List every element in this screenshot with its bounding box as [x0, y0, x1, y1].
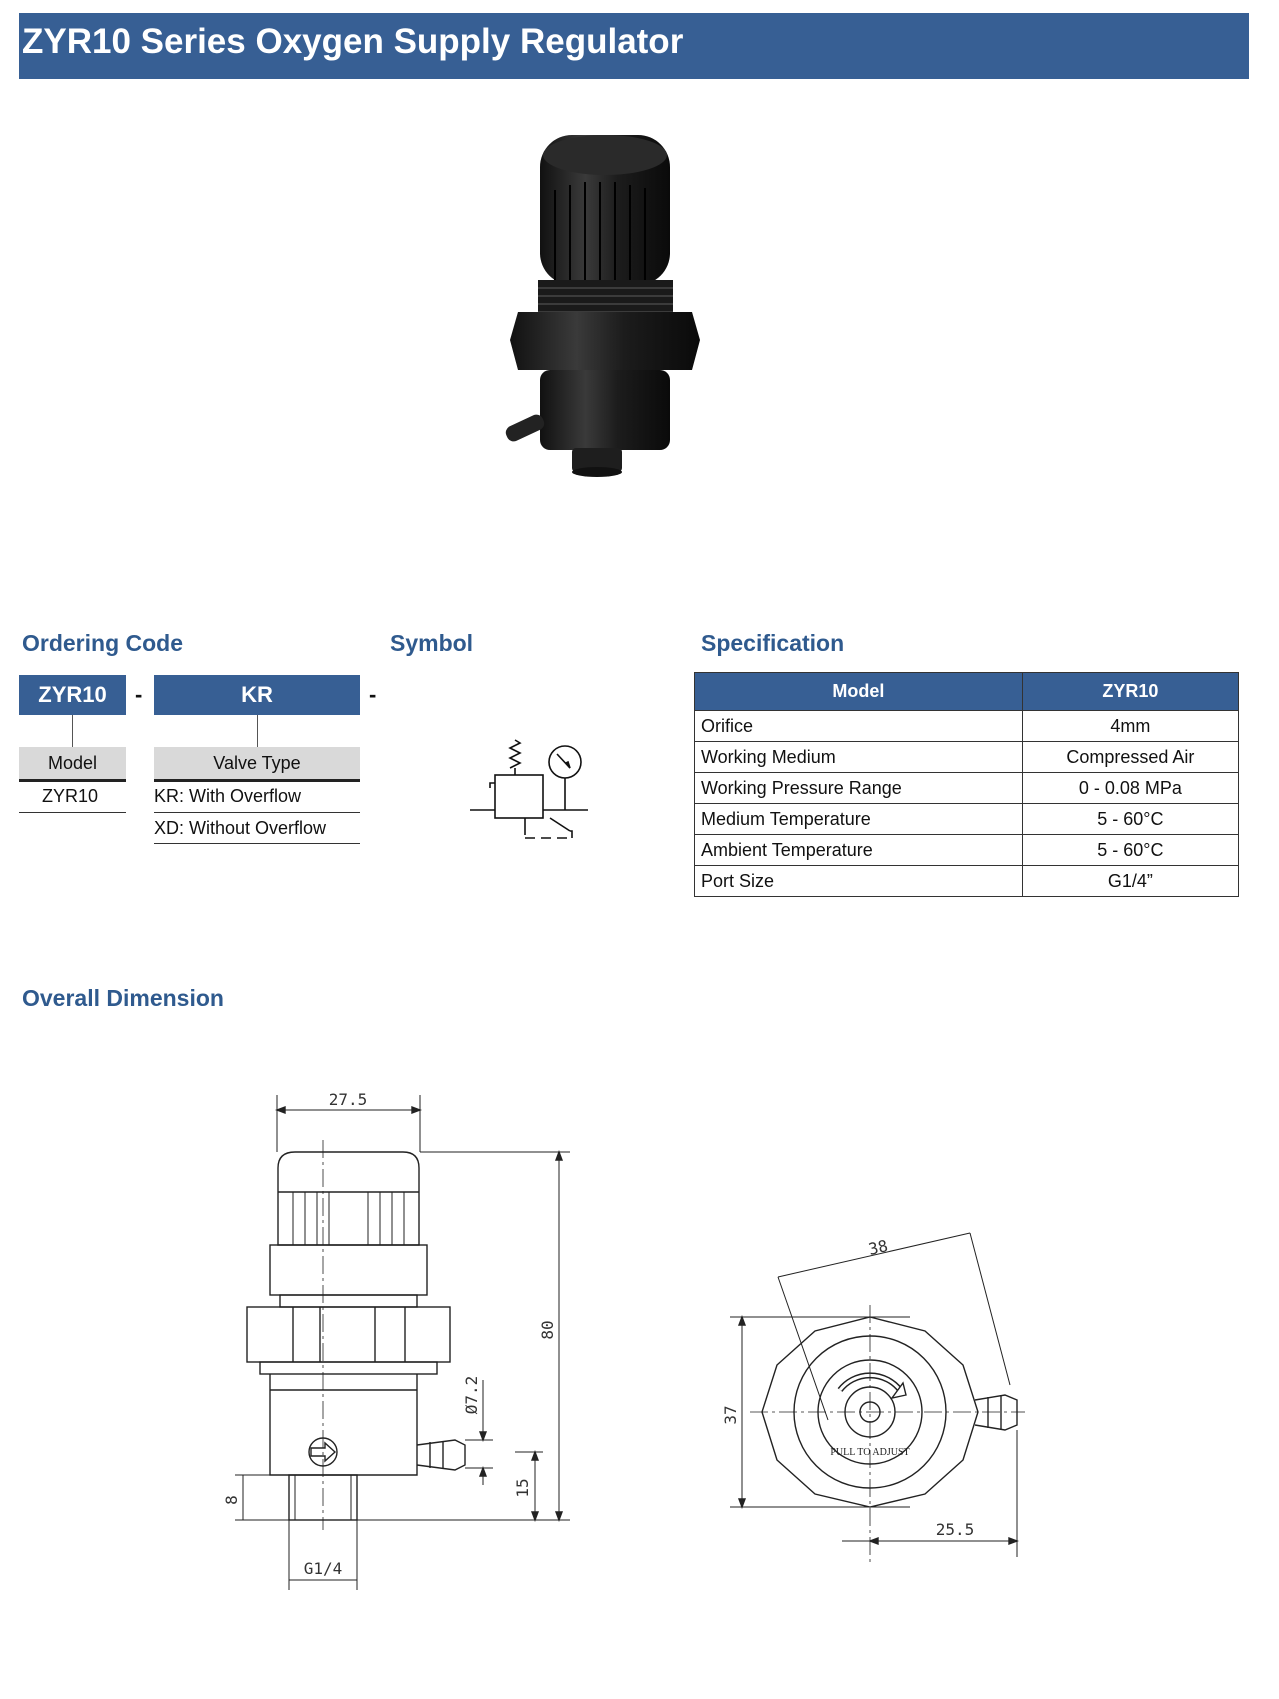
pneumatic-symbol	[470, 738, 590, 848]
dim-port-height: 15	[513, 1478, 532, 1498]
specification-title: Specification	[701, 630, 845, 656]
spec-header-model: Model	[695, 673, 1023, 711]
overall-dimension-title: Overall Dimension	[22, 985, 224, 1011]
spec-header-row	[695, 673, 1239, 711]
dim-port-size: G1/4	[303, 1559, 343, 1578]
model-value: ZYR10	[42, 786, 99, 806]
table-row	[695, 711, 1239, 742]
spec-label: Medium Temperature	[695, 804, 1023, 835]
dim-thread-length: 8	[222, 1495, 241, 1505]
table-row	[695, 835, 1239, 866]
dim-plan-width: 38	[866, 1236, 890, 1259]
valve-type-header: Valve Type	[154, 747, 360, 782]
dim-width-top: 27.5	[328, 1090, 368, 1109]
spec-value: G1/4”	[1022, 866, 1238, 897]
spec-label: Working Pressure Range	[695, 773, 1023, 804]
connector-line-model	[72, 715, 73, 747]
valve-rule-1	[154, 812, 360, 813]
code-valve-box: KR	[154, 675, 360, 715]
dim-barb-diameter: Ø7.2	[462, 1375, 481, 1415]
knob-text: PULL TO ADJUST	[830, 1447, 910, 1458]
code-dash-1: -	[135, 682, 143, 707]
connector-line-valve	[257, 715, 258, 747]
table-row	[695, 866, 1239, 897]
spec-label: Port Size	[695, 866, 1023, 897]
code-model-box: ZYR10	[19, 675, 126, 715]
model-rule	[19, 812, 126, 813]
spec-value: 5 - 60°C	[1022, 835, 1238, 866]
ordering-code-title: Ordering Code	[22, 630, 184, 656]
spec-value: 0 - 0.08 MPa	[1022, 773, 1238, 804]
model-header: Model	[19, 747, 126, 782]
table-row	[695, 804, 1239, 835]
valve-rule-2	[154, 843, 360, 844]
spec-header-value: ZYR10	[1022, 673, 1238, 711]
spec-label: Working Medium	[695, 742, 1023, 773]
dim-plan-height: 37	[721, 1405, 740, 1425]
valve-option-xd: XD: Without Overflow	[154, 818, 327, 838]
page-title: ZYR10 Series Oxygen Supply Regulator	[22, 22, 684, 61]
symbol-title: Symbol	[390, 630, 474, 656]
spec-label: Ambient Temperature	[695, 835, 1023, 866]
table-row	[695, 773, 1239, 804]
dim-height-total: 80	[538, 1320, 557, 1340]
dim-plan-offset: 25.5	[935, 1520, 975, 1539]
spec-label: Orifice	[695, 711, 1023, 742]
spec-value: Compressed Air	[1022, 742, 1238, 773]
specification-table	[694, 672, 1239, 897]
valve-option-kr: KR: With Overflow	[154, 786, 302, 806]
code-dash-2: -	[369, 682, 377, 707]
product-photo	[500, 130, 710, 505]
side-view-drawing	[222, 1090, 635, 1660]
table-row	[695, 742, 1239, 773]
spec-value: 5 - 60°C	[1022, 804, 1238, 835]
plan-view-drawing	[720, 1235, 1050, 1565]
spec-value: 4mm	[1022, 711, 1238, 742]
